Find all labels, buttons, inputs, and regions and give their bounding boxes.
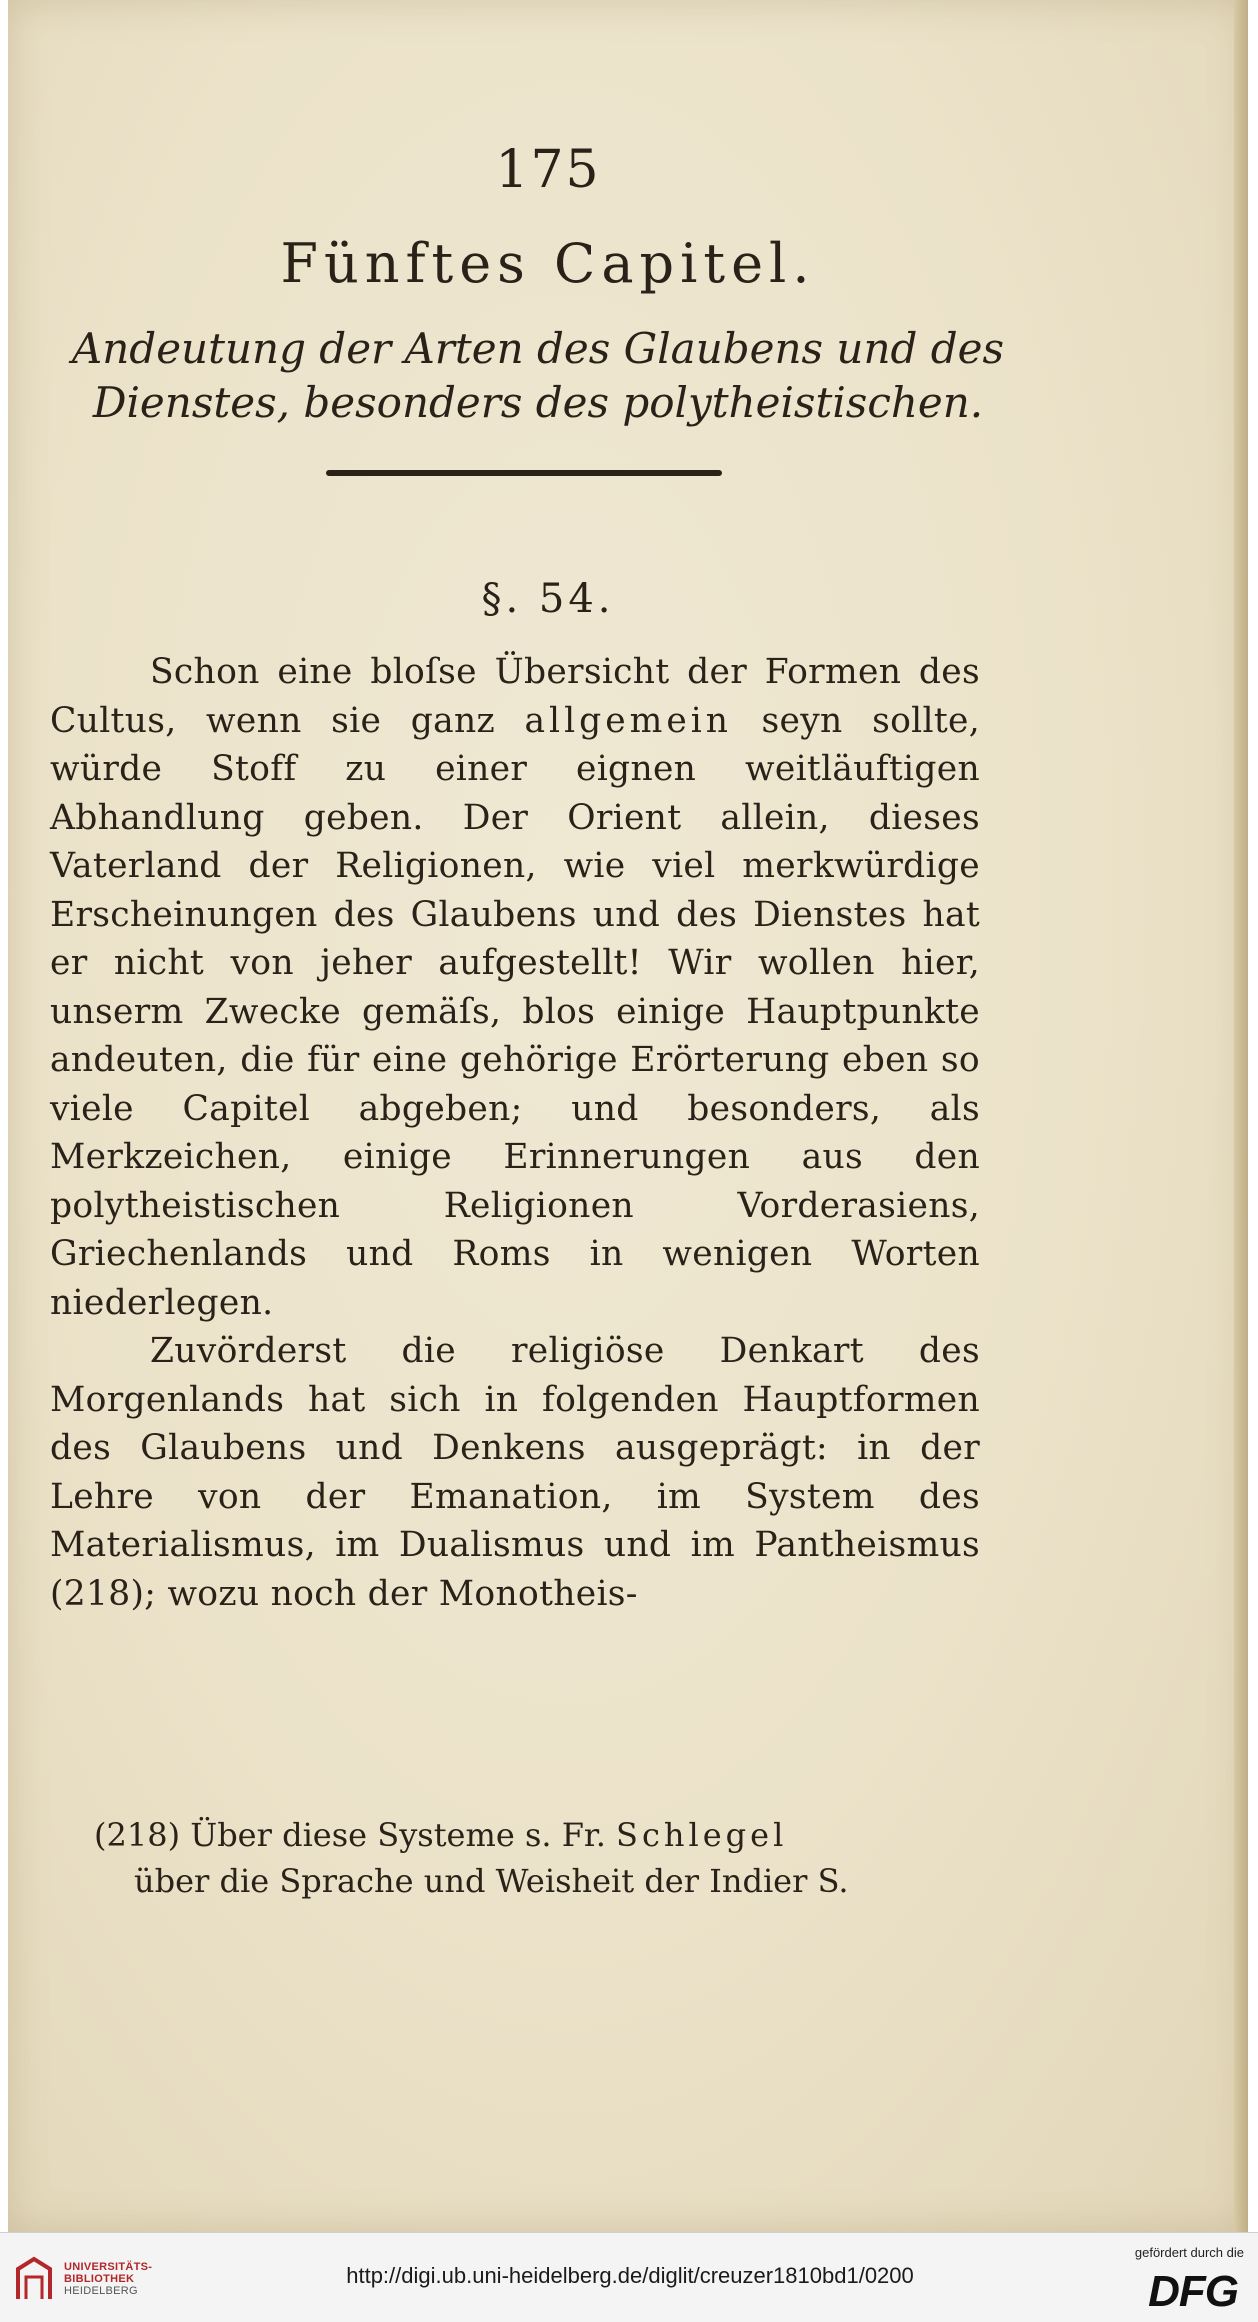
body-paragraph-2: Zuvörderst die religiöse Denkart des Morgenlands hat sich in folgenden Hauptformen des Glaubens und Denkens ausgeprägt: in der Lehre von der Emanation, im System des Materialismus, im Dualismus und im Pantheismus (218); wozu noch der Monotheis-	[50, 1331, 980, 1614]
paragraph-1-text-end: seyn sollte, würde Stoff zu einer eignen weitläuftigen Abhandlung geben. Der Orient allein, dieses Vaterland der Religionen, wie viel merkwürdige Erscheinungen des Glaubens und des Dienstes hat er nicht von jeher aufgestellt! Wir wollen hier, unserm Zwecke gemäſs, blos einige Hauptpunkte andeuten, die für eine gehörige Erörterung eben so viele Capitel abgeben; und besonders, als Merkzeichen, einige Erinnerungen aus den polytheistischen Religionen Vorderasiens, Griechenlands und Roms in wenigen Worten niederlegen.	[50, 700, 980, 1323]
chapter-subtitle	[68, 322, 1008, 430]
section-number: §. 54.	[481, 576, 615, 622]
footnote-line-2: über die Sprache und Weisheit der Indier S.	[134, 1862, 849, 1900]
footnote	[94, 1812, 984, 1904]
body-paragraph-1	[50, 648, 980, 1327]
chapter-subtitle-line-1: Andeutung der Arten des Glaubens und des	[71, 324, 1005, 373]
footnote-text-start: (218) Über diese Systeme s. Fr.	[94, 1816, 606, 1854]
chapter-title: Fünftes Capitel.	[280, 232, 816, 295]
university-library-logo-icon[interactable]	[14, 2255, 54, 2303]
footnote-line-1	[94, 1812, 984, 1858]
body-text	[50, 648, 980, 1618]
library-name-line-3: HEIDELBERG	[64, 2285, 138, 2297]
page-number: 175	[495, 140, 601, 200]
dfg-logo-icon[interactable]: DFG	[1148, 2267, 1238, 2316]
emphasized-word: allgemein	[524, 700, 733, 741]
paragraph-1-text-start: Schon eine bloſse Übersicht der Formen des Cultus, wenn sie ganz	[50, 652, 980, 741]
viewer-footer-bar	[0, 2232, 1258, 2322]
page-spine-edge	[1234, 0, 1248, 2232]
footnote-author-name: Schlegel	[616, 1816, 788, 1854]
library-name-line-1: UNIVERSITÄTS-	[64, 2261, 153, 2273]
title-divider-rule	[326, 470, 722, 476]
source-url-link[interactable]: http://digi.ub.uni-heidelberg.de/diglit/creuzer1810bd1/0200	[346, 2263, 914, 2288]
funder-label: gefördert durch die	[1134, 2245, 1244, 2260]
library-name-line-2: BIBLIOTHEK	[64, 2273, 135, 2285]
scanned-book-page	[8, 0, 1248, 2232]
library-name[interactable]	[64, 2261, 152, 2297]
chapter-subtitle-line-2: Dienstes, besonders des polytheistischen.	[92, 378, 984, 427]
